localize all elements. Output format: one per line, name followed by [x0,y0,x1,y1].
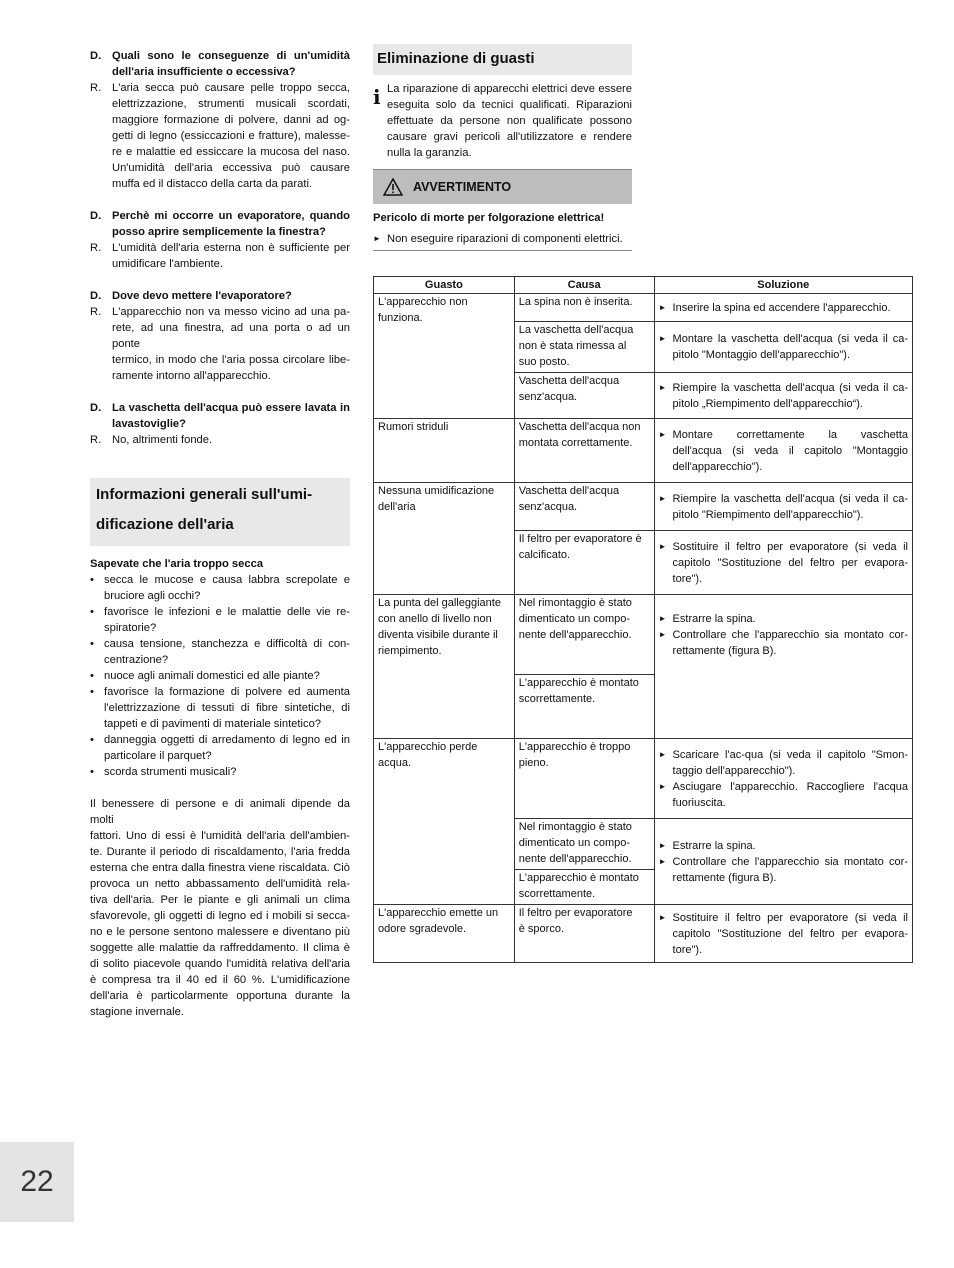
answer-label: R. [90,306,102,318]
text-line: dell'acqua (si veda il capitolo "Montaggio [672,444,908,457]
text-line: nente dell'apparecchio. [518,629,632,641]
header-causa: Causa [514,277,654,294]
arrow-icon: ► [658,856,667,866]
causa-cell [514,870,654,905]
text-line: nente dell'apparecchio. [518,853,632,865]
text-line: rettamente (figura B). [672,871,777,884]
table-row [374,595,913,675]
text-line: favorisce le infezioni e le malattie delle vie re- [104,606,350,618]
text-line: nulla la garanzia. [387,147,472,159]
text-line: Il benessere di persone e di animali dipende da molti [90,798,350,826]
guasto-cell [374,905,515,963]
table-row [374,905,913,963]
text-line: elettrizzazione, strumenti musicali scordati, [112,98,350,110]
causa-cell [514,675,654,739]
general-lead: Sapevate che l'aria troppo secca [90,558,264,570]
text-line: non è stata rimessa al [518,340,627,352]
text-line: Quali sono le conseguenze di un'umidità [112,50,350,62]
left-column [90,48,350,1020]
table-header-row [374,277,913,294]
text-line: Asciugare l'apparecchio. Raccogliere l'acqua [672,780,908,793]
question-label: D. [90,290,102,302]
text-line: spiratorie? [104,622,157,634]
right-column [373,44,632,251]
question-label: D. [90,210,102,222]
info-text [387,81,632,161]
list-item: • favorisce le infezioni e le malattie delle vie re- spiratorie? [90,606,350,634]
text-line: maggiore formazione di polvere, danni ad og- [112,114,350,126]
arrow-icon: ► [658,429,667,439]
text-line: tiva dell'aria. Per le piante e gli animali un clima [90,894,350,906]
table-row [374,294,913,322]
solution-item [659,747,908,779]
text-line: stagione invernale. [90,1006,184,1018]
causa-cell [514,294,654,322]
text-line: Informazioni generali sull'umi- [96,486,313,503]
text-line: Scaricare l'ac-qua (si veda il capitolo "Smon- [672,748,908,761]
text-line: secca le mucose e causa labbra screpolate e [104,574,350,586]
text-line: scorrettamente. [518,693,596,705]
warning-triangle-icon [373,178,413,196]
text-line: L'apparecchio è montato [518,677,639,689]
text-line: L'apparecchio è troppo [518,741,631,753]
soluzione-cell [654,322,912,373]
info-icon: i [373,85,381,109]
arrow-icon: ► [658,334,667,343]
text-line: causare gravi pericoli all'utilizzatore e rendere [387,131,632,143]
list-item: • favorisce la formazione di polvere ed aumenta l'elettrizzazione di tessuti di fibre sintetiche, di tappeti e di pavimenti di materiale sintetico? [90,686,350,730]
text-line: danneggia oggetti di arredamento di legno ed in [104,734,350,746]
text-line: La vaschetta dell'acqua [518,324,634,336]
text-line: diventa visibile durante il [378,629,498,641]
causa-cell [514,419,654,483]
text-line: rete, ad una finestra, ad una porta o ad un ponte [112,322,350,350]
text-line: centrazione? [104,654,169,666]
causa-cell [514,322,654,373]
text-line: scorrettamente. [518,888,596,900]
text-line: fuoriuscita. [672,796,726,809]
arrow-icon: ► [658,630,667,639]
text-line: La riparazione di apparecchi elettrici deve essere [387,83,632,95]
solution-item [659,427,908,475]
warning-item-text: Non eseguire riparazioni di componenti elettrici. [387,233,623,245]
text-line: capitolo "Sostituzione del feltro per evapora- [672,556,908,569]
text-line: Sostituire il feltro per evaporatore (si veda il [672,540,908,553]
soluzione-cell [654,373,912,419]
text-line: Nel rimontaggio è stato [518,597,632,609]
list-item: • secca le mucose e causa labbra screpolate e bruciore agli occhi? [90,574,350,602]
text-line: muffa ed il distacco della carta da parati. [112,178,313,190]
text-line: provoca un netto abbassamento dell'umidità rela- [90,878,350,890]
text-line: Vaschetta dell'acqua non [518,421,641,433]
soluzione-cell [654,419,912,483]
general-paragraph [90,796,350,1020]
text-line: pitolo "Riempimento dell'apparecchio"). [672,508,864,521]
text-line: ramente intorno all'apparecchio. [112,370,271,382]
list-item: • scorda strumenti musicali? [90,764,350,780]
general-info-title [90,478,350,546]
text-line: effettuate da persone non qualificate possono [387,115,632,127]
solution-item [659,910,908,958]
text-line: lavastoviglie? [112,418,186,430]
arrow-icon: ► [658,302,667,312]
solution-item [659,331,908,363]
text-line: funziona. [378,312,423,324]
arrow-icon: ► [658,614,667,623]
text-line: odore sgradevole. [378,923,467,935]
text-line: Il feltro per evaporatore è [518,533,642,545]
text-line: La punta del galleggiante [378,597,501,609]
text-line: No, altrimenti fonde. [112,434,213,446]
solution-item [659,300,908,316]
soluzione-cell [654,819,912,905]
text-line: pitolo „Riempimento dell'apparecchio“). [672,397,863,410]
text-line: L'apparecchio non [378,296,468,308]
text-line: pitolo "Montaggio dell'apparecchio"). [672,349,851,361]
soluzione-cell [654,905,912,963]
solution-item [659,491,908,523]
text-line: Montare correttamente la vaschetta [672,428,908,441]
text-line: Controllare che l'apparecchio sia montato cor- [672,629,908,641]
text-line: Un'umidità dell'aria eccessiva può causare [112,162,350,174]
text-line: Rumori striduli [378,421,449,433]
text-line: Montare la vaschetta dell'acqua (si veda il ca- [672,333,908,345]
info-note [373,81,632,161]
text-line: tappeti e di pavimenti di materiale sintetico? [104,718,322,730]
faq-question [90,400,350,432]
text-line: Nessuna umidificazione [378,485,495,497]
text-line: tore"). [672,943,703,956]
text-line: Dove devo mettere l'evaporatore? [112,290,292,302]
solution-item [659,854,908,886]
text-line: L'apparecchio perde [378,741,478,753]
text-line: L'aria secca può causare pelle troppo secca, [112,82,350,94]
text-line: L'apparecchio è montato [518,872,639,884]
text-line: bruciore agli occhi? [104,590,201,602]
text-line: L'apparecchio emette un [378,907,499,919]
text-line: capitolo "Sostituzione del feltro per evapora- [672,927,908,940]
soluzione-cell [654,531,912,595]
text-line: senz'acqua. [518,391,578,403]
text-line: L'umidità dell'aria esterna non è sufficiente per [112,242,350,254]
warning-title: AVVERTIMENTO [413,180,512,194]
text-line: di solito piacevole quando l'umidità relativa dell'aria [90,958,350,970]
question-label: D. [90,402,102,414]
header-guasto: Guasto [374,277,515,294]
troubleshoot-title: Eliminazione di guasti [373,44,632,75]
text-line: La spina non è inserita. [518,296,633,308]
list-item: • causa tensione, stanchezza e difficoltà di con- centrazione? [90,638,350,666]
causa-cell [514,373,654,419]
guasto-cell [374,595,515,739]
soluzione-cell [654,294,912,322]
causa-cell [514,483,654,531]
text-line: termico, in modo che l'aria possa circolare libe- [112,354,350,366]
solution-item [659,627,908,659]
page-number: 22 [0,1142,74,1222]
faq-question [90,288,350,304]
text-line: è compresa tra il 40 ed il 60 %. L'umidificazione [90,974,350,986]
text-line: re e malattie ed essiccare la mucosa del naso. [112,146,350,158]
text-line: causa tensione, stanchezza e difficoltà di con- [104,638,350,650]
text-line: tore"). [672,572,703,585]
table-row [374,483,913,531]
arrow-icon: ► [373,234,381,243]
solution-item [659,611,908,627]
text-line: Riempire la vaschetta dell'acqua (si veda il ca- [672,492,908,505]
solution-item [659,380,908,412]
text-line: montata correttamente. [518,437,633,449]
guasto-cell [374,294,515,419]
text-line: dell'aria insufficiente o eccessiva? [112,66,296,78]
text-line: l'elettrizzazione di tessuti di fibre sintetiche, di [104,702,350,714]
solution-item [659,539,908,587]
warning-header [373,169,632,204]
solution-item [659,838,908,854]
arrow-icon: ► [658,781,667,791]
text-line: favorisce la formazione di polvere ed aumenta [104,686,350,698]
answer-label: R. [90,82,102,94]
text-line: dell'aria [378,501,416,513]
text-line: Controllare che l'apparecchio sia montato cor- [672,855,908,868]
text-line: Il feltro per evaporatore [518,907,633,919]
text-line: dell'aria è particolarmente opportuna durante la [90,990,350,1002]
answer-label: R. [90,242,102,254]
text-line: dificazione dell'aria [96,516,234,533]
text-line: esterna che entra dalla finestra viene riscaldata. Ciò [90,862,350,874]
causa-cell [514,739,654,819]
text-line: eseguita solo da tecnici qualificati. Riparazioni [387,99,632,111]
text-line: fattori. Uno di essi è l'umidità dell'aria dell'ambien- [90,830,350,842]
text-line: Inserire la spina ed accendere l'apparecchio. [672,301,891,314]
text-line: umidificare l'ambiente. [112,258,223,270]
text-line: è sporco. [518,923,564,935]
warning-body [373,204,632,251]
faq-answer [90,432,350,448]
text-line: acqua. [378,757,412,769]
text-line: getti di legno (essiccazioni e fratture), malesse- [112,130,350,142]
text-line: no e le persone sentono malessere e diventano più [90,926,350,938]
faq-question [90,208,350,240]
arrow-icon: ► [658,541,667,551]
table-row [374,739,913,819]
warning-lead: Pericolo di morte per folgorazione elettrica! [373,212,605,224]
text-line: nuoce agli animali domestici ed alle piante? [104,670,320,682]
text-line: posso aprire semplicemente la finestra? [112,226,326,238]
arrow-icon: ► [658,912,667,922]
guasto-cell [374,419,515,483]
list-item: • nuoce agli animali domestici ed alle piante? [90,668,350,684]
faq-answer [90,80,350,192]
text-line: Perchè mi occorre un evaporatore, quando [112,210,350,222]
text-line: taggio dell'apparecchio"). [672,764,796,777]
causa-cell [514,531,654,595]
text-line: sfavorevole, gli oggetti di legno ed i mobili si secca- [90,910,350,922]
arrow-icon: ► [658,493,667,503]
text-line: te. Durante il periodo di riscaldamento, l'aria fredda [90,846,350,858]
text-line: calcificato. [518,549,571,561]
text-line: dimenticato un compo- [518,837,631,849]
text-line: particolare il parquet? [104,750,212,762]
causa-cell [514,905,654,963]
text-line: suo posto. [518,356,570,368]
text-line: Vaschetta dell'acqua [518,375,620,387]
warning-item [373,231,632,247]
text-line: soggette alle malattie da raffreddamento. Il clima è [90,942,350,954]
soluzione-cell [654,595,912,739]
arrow-icon: ► [658,840,667,850]
text-line: rettamente (figura B). [672,645,777,657]
faq-answer [90,240,350,272]
text-line: pieno. [518,757,549,769]
text-line: Sostituire il feltro per evaporatore (si veda il [672,911,908,924]
solution-item [659,779,908,811]
text-line: con anello di livello non [378,613,492,625]
troubleshoot-table [373,276,913,963]
text-line: Nel rimontaggio è stato [518,821,632,833]
text-line: dimenticato un compo- [518,613,631,625]
faq-answer [90,304,350,384]
list-item: • danneggia oggetti di arredamento di legno ed in particolare il parquet? [90,734,350,762]
text-line: dell'apparecchio"). [672,460,763,473]
text-line: L'apparecchio non va messo vicino ad una pa- [112,306,350,318]
soluzione-cell [654,483,912,531]
soluzione-cell [654,739,912,819]
table-row [374,419,913,483]
causa-cell [514,819,654,870]
guasto-cell [374,739,515,905]
text-line: Riempire la vaschetta dell'acqua (si veda il ca- [672,381,908,394]
text-line: riempimento. [378,645,442,657]
faq-question [90,48,350,80]
guasto-cell [374,483,515,595]
causa-cell [514,595,654,675]
text-line: Vaschetta dell'acqua [518,485,620,497]
text-line: senz'acqua. [518,501,578,513]
arrow-icon: ► [658,749,667,759]
text-line: Estrarre la spina. [672,839,756,852]
question-label: D. [90,50,102,62]
header-soluzione: Soluzione [654,277,912,294]
text-line: Estrarre la spina. [672,613,756,625]
arrow-icon: ► [658,382,667,392]
text-line: scorda strumenti musicali? [104,766,237,778]
answer-label: R. [90,434,102,446]
text-line: La vaschetta dell'acqua può essere lavata in [112,402,350,414]
